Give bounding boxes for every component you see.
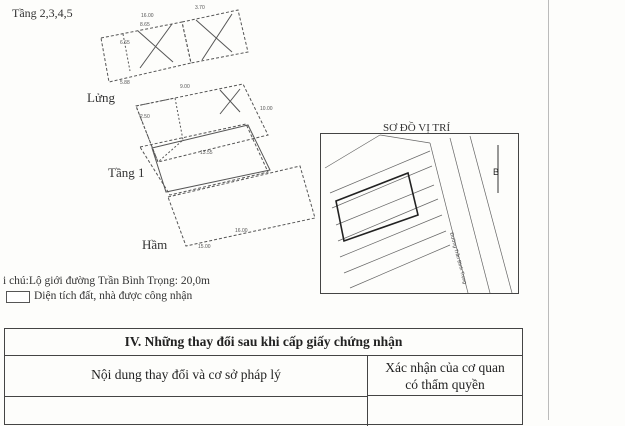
changes-table [4, 328, 523, 425]
floor-label-tang-1: Tầng 1 [108, 165, 145, 180]
street-name: Đường Trần Bình Trọng [448, 231, 468, 285]
dim-label: 16.00 [141, 13, 154, 19]
dim-label: 10.00 [260, 106, 273, 112]
floor-label-lung: Lửng [87, 90, 115, 105]
column-content-label: Nội dung thay đổi và cơ sở pháp lý [5, 356, 368, 397]
site-plan-title: SƠ ĐỒ VỊ TRÍ [383, 122, 451, 134]
dim-label: 8.65 [140, 22, 150, 28]
dim-label: 16.00 [235, 228, 248, 234]
note-line [3, 275, 210, 287]
confirm-line-1: Xác nhận của cơ quan [385, 360, 505, 375]
dim-label: 13.55 [200, 150, 213, 156]
dim-label: 9.00 [180, 84, 190, 90]
site-plan-map [320, 133, 520, 295]
parcel-outline [336, 173, 418, 241]
dim-label: 15.00 [198, 244, 211, 250]
floor-label-tang-2-5: Tầng 2,3,4,5 [12, 6, 73, 20]
confirm-line-2: có thẩm quyền [405, 377, 485, 392]
dim-label: 5.88 [120, 80, 130, 86]
column-confirmation-label [368, 356, 522, 396]
north-marker: B [493, 167, 500, 177]
legend-text: Diện tích đất, nhà được công nhận [34, 290, 193, 302]
dim-label: 6.65 [120, 40, 130, 46]
note-text: Lộ giới đường Trần Bình Trọng: 20,0m [28, 275, 210, 287]
table-header: IV. Những thay đổi sau khi cấp giấy chứng nhận [5, 329, 522, 356]
table-divider [367, 396, 368, 426]
dim-label: 3.70 [195, 5, 205, 11]
dim-label: 2.50 [140, 114, 150, 120]
legend-swatch [6, 291, 30, 303]
note-prefix: i chú: [3, 275, 29, 287]
floor-label-ham: Hầm [142, 237, 168, 252]
